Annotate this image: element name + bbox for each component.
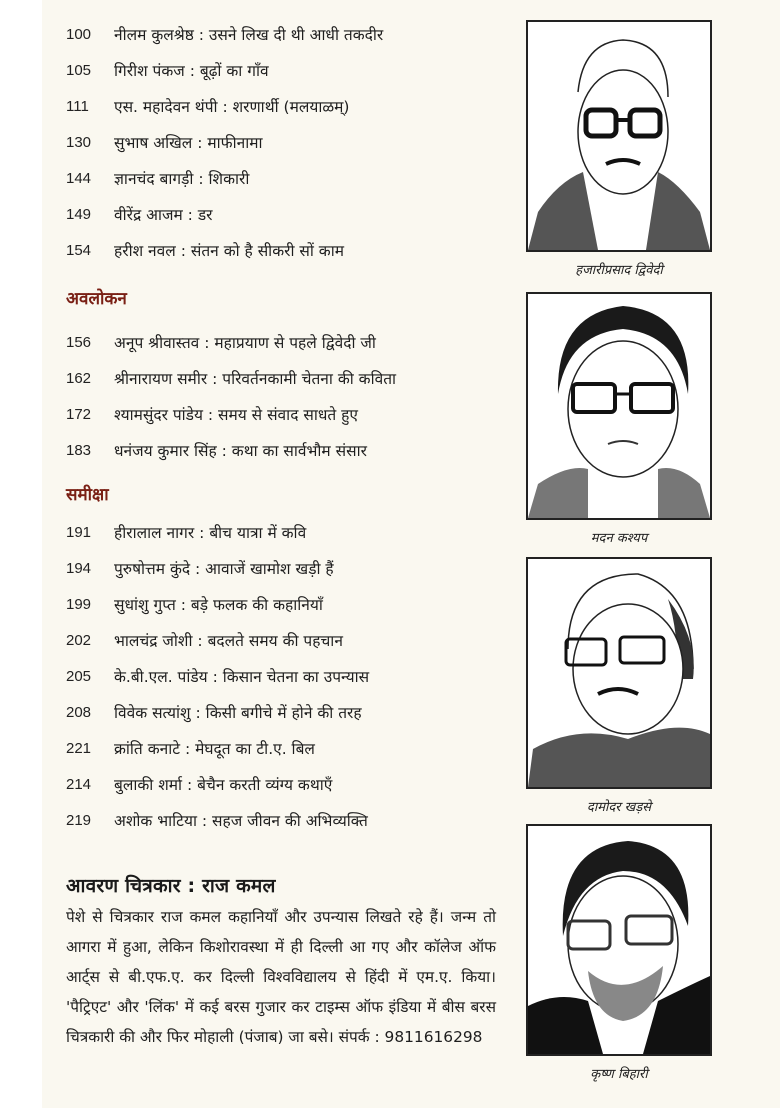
toc-page-number: 191 — [66, 523, 92, 541]
toc-entry — [66, 238, 344, 262]
toc-entry — [66, 520, 306, 544]
toc-title: अशोक भाटिया : सहज जीवन की अभिव्यक्ति — [114, 812, 368, 830]
toc-title: विवेक सत्यांशु : किसी बगीचे में होने की तरह — [114, 704, 362, 722]
toc-entry — [66, 130, 263, 154]
toc-title: हरीश नवल : संतन को है सीकरी सों काम — [114, 242, 344, 260]
toc-entry — [66, 556, 334, 580]
portrait-caption: हजारीप्रसाद द्विवेदी — [575, 263, 663, 278]
toc-entry — [66, 592, 323, 616]
toc-page-number: 144 — [66, 169, 92, 187]
portrait-madan-kashyap — [526, 292, 712, 546]
toc-page-number: 100 — [66, 25, 92, 43]
toc-page-number: 208 — [66, 703, 92, 721]
toc-entry — [66, 664, 369, 688]
toc-title: ज्ञानचंद बागड़ी : शिकारी — [114, 170, 250, 188]
portrait-sketch-icon — [528, 559, 710, 787]
cover-artist-section — [66, 872, 496, 1052]
toc-page-number: 199 — [66, 595, 92, 613]
portrait-frame — [526, 20, 712, 252]
toc-entry — [66, 166, 249, 190]
toc-title: भालचंद्र जोशी : बदलते समय की पहचान — [114, 632, 343, 650]
portrait-sketch-icon — [528, 22, 710, 250]
toc-entry — [66, 22, 383, 46]
toc-title: नीलम कुलश्रेष्ठ : उसने लिख दी थी आधी तकदीर — [114, 26, 384, 44]
toc-title: सुभाष अखिल : माफीनामा — [114, 134, 263, 152]
toc-title: धनंजय कुमार सिंह : कथा का सार्वभौम संसार — [114, 442, 367, 460]
toc-page-number: 202 — [66, 631, 92, 649]
left-margin — [0, 0, 42, 1108]
portrait-caption: कृष्ण बिहारी — [590, 1067, 648, 1082]
portrait-hazariprasad-dwivedi — [526, 20, 712, 278]
portrait-frame — [526, 557, 712, 789]
cover-artist-bio: पेशे से चित्रकार राज कमल कहानियाँ और उपन्यास लिखते रहे हैं। जन्म तो आगरा में हुआ, लेकिन किशोरावस्था में ही दिल्ली आ गए और कॉलेज ऑफ आर्ट्स से बी.एफ.ए. कर दिल्ली विश्वविद्यालय से हिंदी में एम.ए. किया। 'पैट्रिएट' और 'लिंक' में कई बरस गुजार कर टाइम्स ऑफ इंडिया में बीस बरस चित्रकारी की और फिर मोहाली (पंजाब) जा बसे। संपर्क : 9811616298 — [66, 908, 496, 1046]
portrait-frame — [526, 824, 712, 1056]
toc-title: क्रांति कनाटे : मेघदूत का टी.ए. बिल — [114, 740, 315, 758]
toc-page-number: 156 — [66, 333, 92, 351]
toc-title: बुलाकी शर्मा : बेचैन करती व्यंग्य कथाएँ — [114, 776, 333, 794]
toc-entry — [66, 628, 343, 652]
toc-entry — [66, 772, 332, 796]
toc-entry — [66, 700, 362, 724]
portrait-krishna-bihari — [526, 824, 712, 1082]
section-heading-samiksha: समीक्षा — [66, 485, 109, 505]
toc-title: अनूप श्रीवास्तव : महाप्रयाण से पहले द्विवेदी जी — [114, 334, 376, 352]
toc-page-number: 149 — [66, 205, 92, 223]
cover-artist-title: आवरण चित्रकार : राज कमल — [66, 875, 276, 897]
toc-entry — [66, 94, 349, 118]
toc-entry — [66, 202, 212, 226]
toc-page-number: 219 — [66, 811, 92, 829]
toc-title: श्यामसुंदर पांडेय : समय से संवाद साधते हुए — [114, 406, 358, 424]
toc-page-number: 111 — [66, 97, 89, 115]
toc-page-number: 205 — [66, 667, 92, 685]
toc-title: सुधांशु गुप्त : बड़े फलक की कहानियाँ — [114, 596, 323, 614]
toc-title: के.बी.एल. पांडेय : किसान चेतना का उपन्यास — [114, 668, 370, 686]
toc-page-number: 194 — [66, 559, 92, 577]
toc-entry — [66, 330, 376, 354]
toc-page-number: 162 — [66, 369, 92, 387]
toc-page-number: 221 — [66, 739, 92, 757]
toc-page-number: 183 — [66, 441, 92, 459]
toc-entry — [66, 808, 368, 832]
toc-entry — [66, 438, 367, 462]
toc-title: गिरीश पंकज : बूढ़ों का गाँव — [114, 62, 269, 80]
toc-page-number: 130 — [66, 133, 92, 151]
portrait-damodar-khadse — [526, 557, 712, 815]
toc-page-number: 172 — [66, 405, 92, 423]
toc-title: वीरेंद्र आजम : डर — [114, 206, 213, 224]
toc-entry — [66, 58, 269, 82]
toc-entry — [66, 366, 396, 390]
section-heading-avalokan: अवलोकन — [66, 289, 127, 309]
toc-title: हीरालाल नागर : बीच यात्रा में कवि — [114, 524, 307, 542]
toc-entry — [66, 402, 358, 426]
portrait-sketch-icon — [528, 826, 710, 1054]
toc-title: पुरुषोत्तम कुंदे : आवाजें खामोश खड़ी हैं — [114, 560, 334, 578]
toc-entry — [66, 736, 315, 760]
portrait-caption: दामोदर खड़से — [586, 800, 652, 815]
toc-title: एस. महादेवन थंपी : शरणार्थी (मलयाळम्) — [114, 98, 350, 116]
portrait-frame — [526, 292, 712, 520]
portrait-caption: मदन कश्यप — [590, 531, 648, 546]
portrait-sketch-icon — [528, 294, 710, 518]
toc-title: श्रीनारायण समीर : परिवर्तनकामी चेतना की कविता — [114, 370, 397, 388]
toc-page-number: 105 — [66, 61, 92, 79]
toc-page-number: 154 — [66, 241, 92, 259]
toc-page-number: 214 — [66, 775, 92, 793]
